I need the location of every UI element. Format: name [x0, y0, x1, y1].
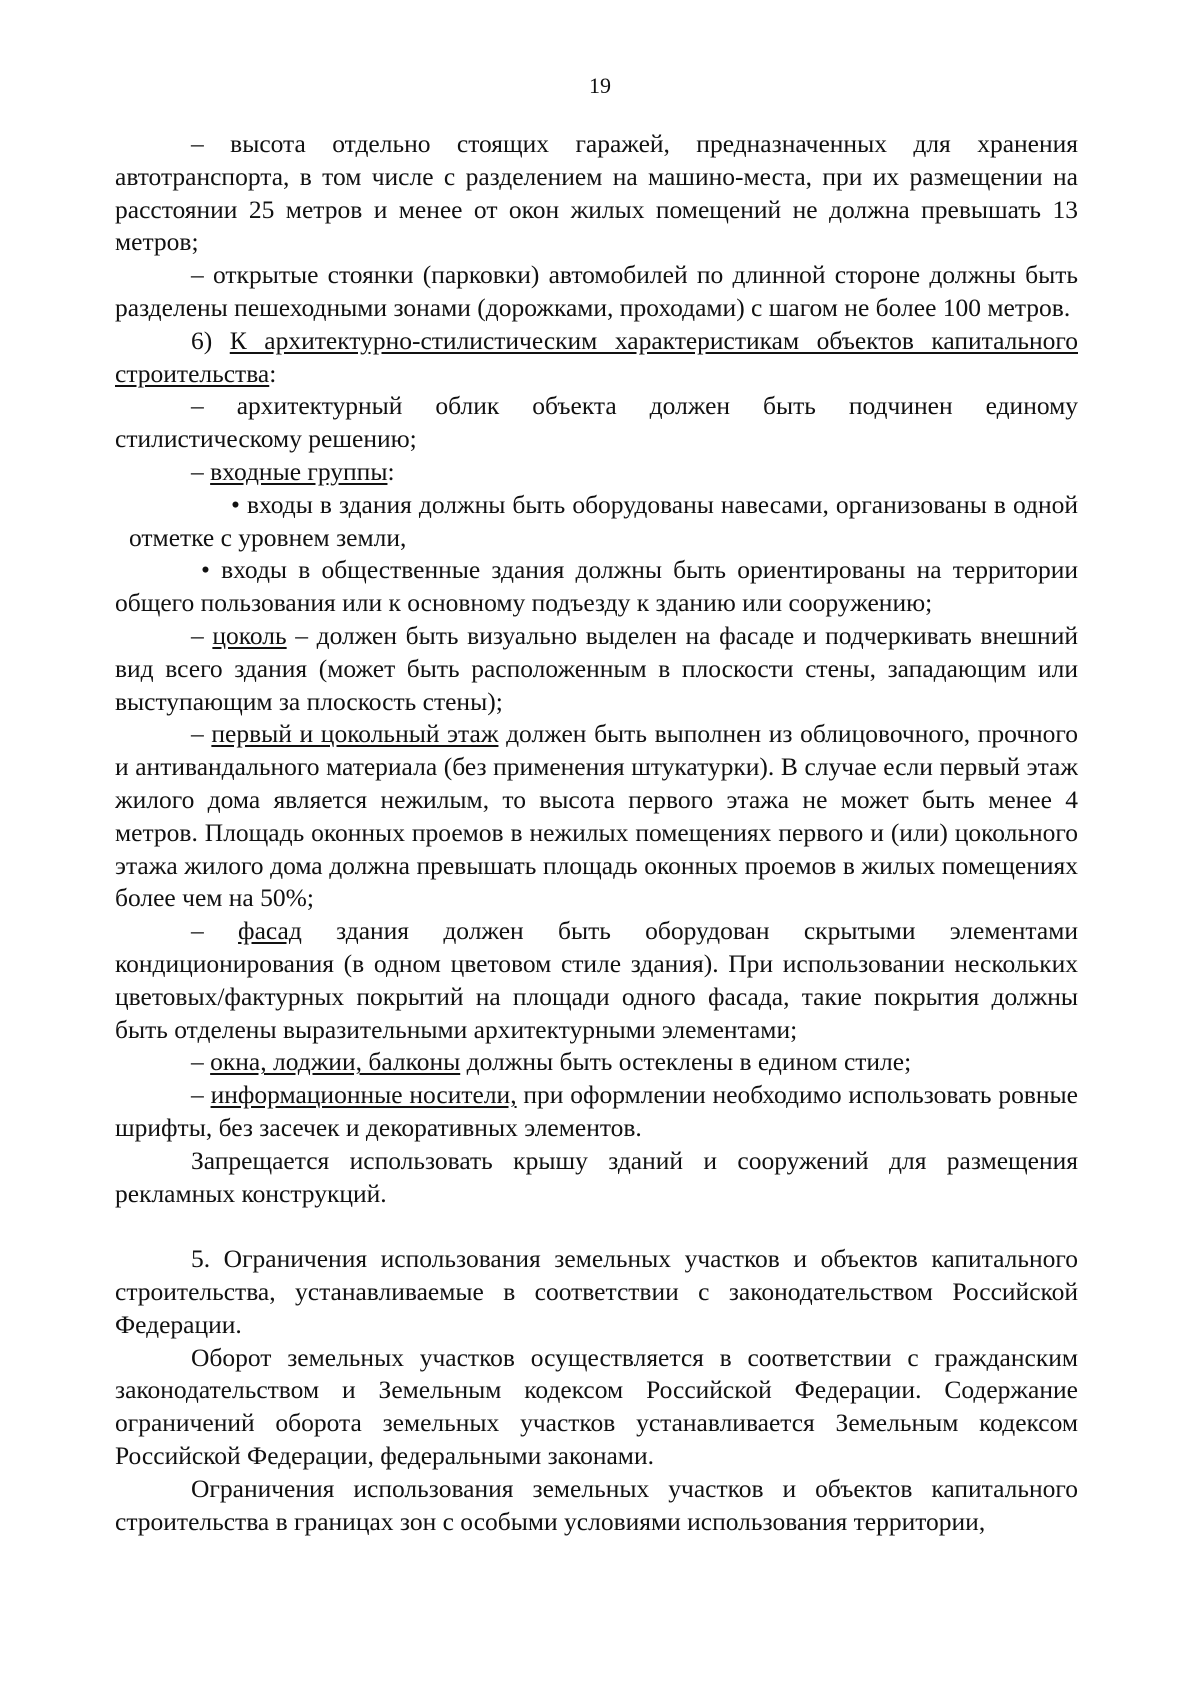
paragraph-appearance: – архитектурный облик объекта должен быть подчинен единому стилистическому решению;: [115, 391, 1078, 454]
paragraph-garage-height: – высота отдельно стоящих гаражей, предназначенных для хранения автотранспорта, в том числе с разделением на машино-места, при их размещении на расстоянии 25 метров и менее от окон жилых помещений не должна превышать 13 метров;: [115, 129, 1078, 257]
page-number: 19: [589, 73, 611, 98]
paragraph-facade: – фасад здания должен быть оборудован скрытыми элементами кондиционирования (в одном цветовом стиле здания). При использовании нескольких цветовых/фактурных покрытий на площади одного фасада, такие покрытия должны быть отделены выразительными архитектурными элементами;: [115, 916, 1078, 1044]
paragraph-special-zones: Ограничения использования земельных участков и объектов капитального строительства в границах зон с особыми условиями использования территории,: [115, 1473, 1078, 1536]
paragraph-open-parking: – открытые стоянки (парковки) автомобилей по длинной стороне должны быть разделены пешеходными зонами (дорожками, проходами) с шагом не более 100 метров.: [115, 260, 1078, 322]
document-body: [115, 128, 1078, 1538]
paragraph-plinth: – цоколь – должен быть визуально выделен на фасаде и подчеркивать внешний вид всего здания (может быть расположенным в плоскости стены, западающим или выступающим за плоскость стены);: [115, 620, 1078, 716]
paragraph-land-circulation: Оборот земельных участков осуществляется в соответствии с гражданским законодательством и Земельным кодексом Российской Федерации. Содержание ограничений оборота земельных участков устанавливается Земельным кодексом Российской Федерации, федеральными законами.: [115, 1342, 1078, 1471]
paragraph-first-floor: – первый и цокольный этаж должен быть выполнен из облицовочного, прочного и антивандального материала (без применения штукатурки). В случае если первый этаж жилого дома является нежилым, то высота первого этажа не может быть менее 4 метров. Площадь оконных проемов в нежилых помещениях первого и (или) цокольного этажа жилого дома должна превышать площадь оконных проемов в жилых помещениях более чем на 50%;: [115, 719, 1078, 913]
paragraph-roof-advertising: Запрещается использовать крышу зданий и сооружений для размещения рекламных конструкций.: [115, 1145, 1078, 1208]
section-5-heading: 5. Ограничения использования земельных участков и объектов капитального строительства, устанавливаемые в соответствии с законодательством Российской Федерации.: [115, 1244, 1078, 1339]
paragraph-information-carriers: – информационные носители, при оформлении необходимо использовать ровные шрифты, без засечек и декоративных элементов.: [115, 1080, 1079, 1142]
paragraph-gap: [115, 1210, 1078, 1243]
paragraph-windows: – окна, лоджии, балконы должны быть остеклены в едином стиле;: [191, 1047, 912, 1077]
paragraph-entrance-groups: – входные группы:: [191, 456, 395, 486]
paragraph-architectural-heading: 6) К архитектурно-стилистическим характеристикам объектов капитального строительства:: [115, 325, 1078, 388]
bullet-public-entrances: • входы в общественные здания должны быть ориентированы на территории общего пользования или к основному подъезду к зданию или сооружению;: [115, 555, 1078, 618]
bullet-entrance-canopies: • входы в здания должны быть оборудованы навесами, организованы в одной отметке с уровнем земли,: [129, 489, 1078, 552]
